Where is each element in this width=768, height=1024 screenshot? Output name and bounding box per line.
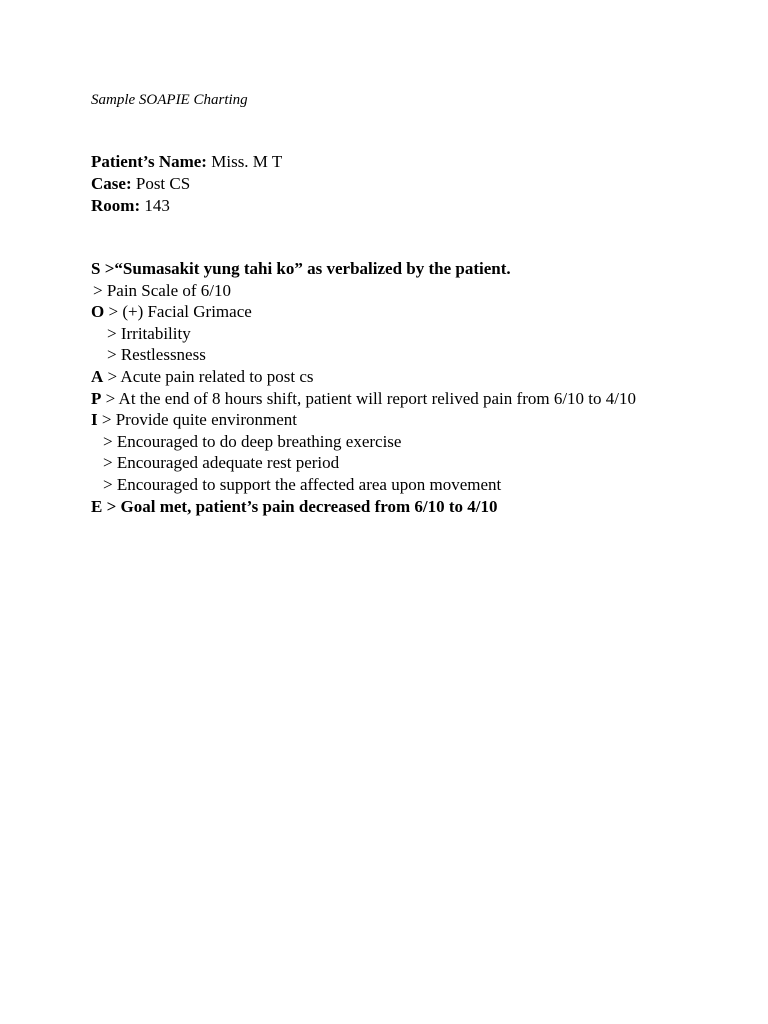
planning-letter: P (91, 388, 102, 408)
subjective-sub-item: > Pain Scale of 6/10 (93, 280, 232, 300)
objective-sub-item: > Restlessness (107, 345, 206, 365)
intervention-row (91, 409, 636, 431)
patient-info (91, 151, 282, 217)
patient-name-value: Miss. M T (211, 152, 283, 171)
room-label: Room: (91, 196, 141, 215)
patient-name-row (91, 151, 282, 173)
evaluation-text: > Goal met, patient’s pain decreased from 6/10 to 4/10 (106, 496, 498, 516)
subjective-text: >“Sumasakit yung tahi ko” as verbalized by the patient. (104, 259, 511, 278)
objective-letter: O (91, 302, 105, 322)
intervention-text: > Provide quite environment (101, 410, 298, 430)
assessment-row (91, 366, 636, 388)
evaluation-letter: E (91, 496, 103, 516)
assessment-letter: A (91, 366, 104, 386)
subjective-row (91, 258, 636, 280)
patient-name-label: Patient’s Name: (91, 152, 207, 171)
case-row (91, 173, 282, 195)
objective-row (91, 301, 636, 323)
objective-text: > (+) Facial Grimace (108, 302, 252, 322)
assessment-text: > Acute pain related to post cs (107, 366, 314, 386)
intervention-sub-item: > Encouraged to support the affected area upon movement (103, 474, 502, 494)
planning-row (91, 388, 636, 410)
intervention-sub-item: > Encouraged adequate rest period (103, 453, 340, 473)
case-value: Post CS (135, 174, 191, 193)
intervention-letter: I (91, 410, 98, 430)
intervention-sub-item: > Encouraged to do deep breathing exercise (103, 431, 402, 451)
subjective-letter: S (91, 259, 101, 278)
objective-sub-item: > Irritability (107, 323, 191, 343)
room-row (91, 195, 282, 217)
case-label: Case: (91, 174, 132, 193)
document-title: Sample SOAPIE Charting (91, 92, 248, 108)
soapie-notes (91, 258, 636, 517)
evaluation-row (91, 496, 636, 518)
planning-text: > At the end of 8 hours shift, patient will report relived pain from 6/10 to 4/10 (105, 388, 636, 408)
room-value: 143 (144, 196, 170, 215)
